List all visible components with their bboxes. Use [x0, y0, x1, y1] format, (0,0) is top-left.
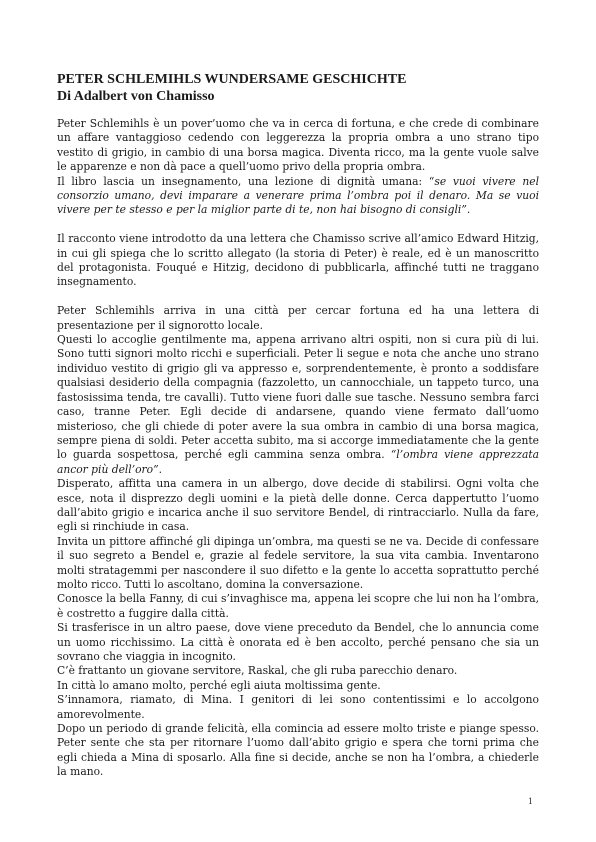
quote: se vuoi vivere nel consorzio umano, devi imparare a venerare prima l’ombra poi il denaro. Ma se vuoi vivere per te stesso e per la miglior parte di te, non hai bisogno di consigli” — [57, 174, 539, 217]
paragraph: Conosce la bella Fanny, di cui s’invaghisce ma, appena lei scopre che lui non ha l’ombra, è costretto a fuggire dalla città. — [57, 592, 539, 620]
paragraph: In città lo amano molto, perché egli aiuta moltissima gente. — [57, 678, 381, 692]
paragraph: C’è frattanto un giovane servitore, Raskal, che gli ruba parecchio denaro. — [57, 664, 458, 678]
quote: “l’ombra viene apprezzata ancor più dell’oro” — [57, 448, 539, 476]
paragraph: Il libro lascia un insegnamento, una lezione di dignità umana: “se vuoi vivere nel consorzio umano, devi imparare a venerare prima l’ombra poi il denaro. Ma se vuoi vivere per te stesso e per la miglior parte di te, non hai bisogno di consigli”. — [57, 174, 539, 217]
paragraph: Peter Schlemihls è un pover’uomo che va in cerca di fortuna, e che crede di combinare un affare vantaggioso cedendo con leggerezza la propria ombra a uno strano tipo vestito di grigio, in cambio di una borsa magica. Diventa ricco, ma la gente vuole salve le apparenze e non dà pace a quell’uomo privo della propria ombra. — [57, 117, 539, 174]
paragraph: Questi lo accoglie gentilmente ma, appena arrivano altri ospiti, non si cura più di lui. Sono tutti signori molto ricchi e superficiali. Peter li segue e nota che anche uno strano individuo vestito di grigio gli va appresso e, sorprendentemente, è pronto a soddisfare qualsiasi desiderio della compagnia (fazzoletto, un cannocchiale, un tappeto turco, una fastosissima tenda, tre cavalli). Tutto viene fuori dalle sue tasche. Nessuno sembra farci caso, tranne Peter. Egli decide di andarsene, quando viene fermato dall’uomo misterioso, che gli chiede di poter avere la sua ombra in cambio di una borsa magica, sempre piena di soldi. Peter accetta subito, ma si accorge immediatamente che la gente lo guarda sospettosa, perché egli cammina senza ombra. “l’ombra viene apprezzata ancor più dell’oro”. — [57, 333, 539, 476]
document-title: PETER SCHLEMIHLS WUNDERSAME GESCHICHTE — [57, 72, 407, 87]
paragraph: Dopo un periodo di grande felicità, ella comincia ad essere molto triste e piange spesso. Peter sente che sta per ritornare l’uomo dall’abito grigio e spera che torni prima che egli chieda a Mina di sposarlo. Alla fine si decide, anche se non ha l’ombra, a chiederle la mano. — [57, 722, 539, 779]
paragraph: Il racconto viene introdotto da una lettera che Chamisso scrive all’amico Edward Hitzig, in cui gli spiega che lo scritto allegato (la storia di Peter) è reale, ed è un manoscritto del protagonista. Fouqué e Hitzig, decidono di pubblicarla, affinché tutti ne traggano insegnamento. — [57, 232, 539, 289]
page-number: 1 — [528, 796, 533, 806]
document-body — [57, 117, 539, 780]
document-subtitle: Di Adalbert von Chamisso — [57, 89, 215, 104]
paragraph: Peter Schlemihls arriva in una città per cercar fortuna ed ha una lettera di presentazione per il signorotto locale. — [57, 304, 539, 332]
paragraph: Invita un pittore affinché gli dipinga un’ombra, ma questi se ne va. Decide di confessare il suo segreto a Bendel e, grazie al fedele servitore, la sua vita cambia. Inventarono molti stratagemmi per nascondere il suo difetto e la gente lo accetta soprattutto perché molto ricco. Tutti lo ascoltano, domina la conversazione. — [57, 534, 539, 591]
paragraph: Disperato, affitta una camera in un albergo, dove decide di stabilirsi. Ogni volta che esce, nota il disprezzo degli uomini e la pietà delle donne. Cerca dappertutto l’uomo dall’abito grigio e incarica anche il suo servitore Bendel, di rintracciarlo. Nulla da fare, egli si rinchiude in casa. — [57, 477, 539, 534]
paragraph: S’innamora, riamato, di Mina. I genitori di lei sono contentissimi e lo accolgono amorevolmente. — [57, 693, 539, 721]
paragraph: Si trasferisce in un altro paese, dove viene preceduto da Bendel, che lo annuncia come un uomo ricchissimo. La città è onorata ed è ben accolto, perché pensano che sia un sovrano che viaggia in incognito. — [57, 621, 539, 663]
